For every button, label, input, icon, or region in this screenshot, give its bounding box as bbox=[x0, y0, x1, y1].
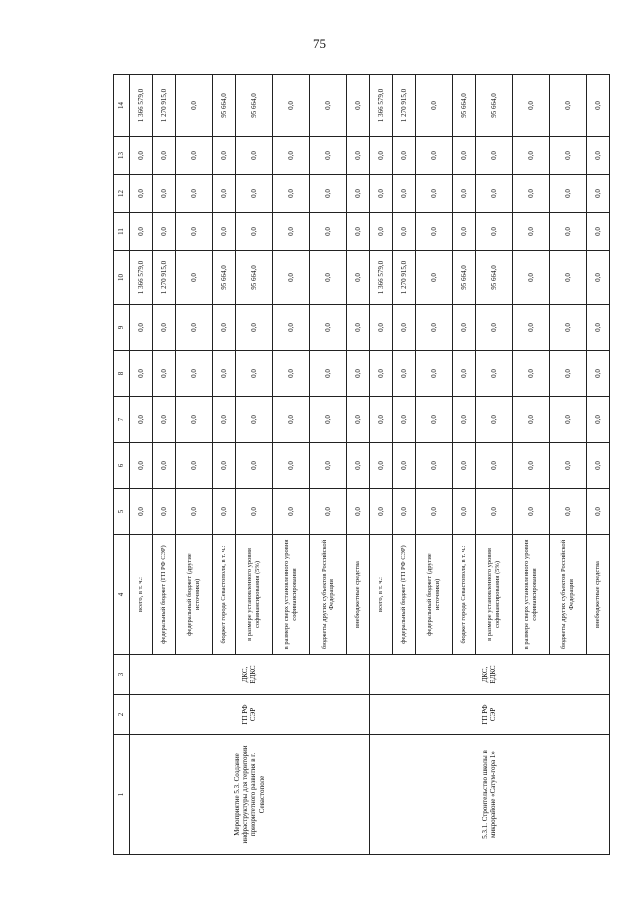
column-header: 1 bbox=[114, 735, 130, 855]
value-cell: 95 664,0 bbox=[475, 75, 512, 137]
value-cell: 0,0 bbox=[309, 175, 346, 213]
value-cell: 0,0 bbox=[272, 489, 309, 535]
value-cell: 0,0 bbox=[452, 137, 475, 175]
value-cell: 0,0 bbox=[549, 251, 586, 305]
event-name: 5.3.1. Строительство школы в микрорайоне «Сатум-гора 1» bbox=[369, 735, 609, 855]
value-cell: 0,0 bbox=[309, 75, 346, 137]
value-cell: 0,0 bbox=[475, 351, 512, 397]
column-header: 9 bbox=[114, 305, 130, 351]
value-cell: 95 664,0 bbox=[452, 75, 475, 137]
value-cell: 0,0 bbox=[392, 305, 415, 351]
column-header: 10 bbox=[114, 251, 130, 305]
value-cell: 95 664,0 bbox=[235, 75, 272, 137]
value-cell: 0,0 bbox=[452, 489, 475, 535]
value-cell: 0,0 bbox=[175, 137, 212, 175]
funding-source: бюджеты других субъектов Российской Федерации bbox=[549, 535, 586, 655]
value-cell: 0,0 bbox=[175, 397, 212, 443]
value-cell: 0,0 bbox=[587, 75, 610, 137]
value-cell: 0,0 bbox=[212, 489, 235, 535]
value-cell: 95 664,0 bbox=[212, 75, 235, 137]
value-cell: 0,0 bbox=[452, 175, 475, 213]
value-cell: 0,0 bbox=[512, 397, 549, 443]
value-cell: 0,0 bbox=[130, 305, 153, 351]
funding-source: внебюджетные средства bbox=[347, 535, 370, 655]
value-cell: 0,0 bbox=[272, 351, 309, 397]
value-cell: 0,0 bbox=[347, 175, 370, 213]
funding-source: в размере установленного уровня софинансирования (5%) bbox=[475, 535, 512, 655]
value-cell: 1 366 579,0 bbox=[130, 75, 153, 137]
value-cell: 0,0 bbox=[212, 397, 235, 443]
value-cell: 0,0 bbox=[235, 175, 272, 213]
value-cell: 0,0 bbox=[549, 489, 586, 535]
value-cell: 0,0 bbox=[347, 397, 370, 443]
value-cell: 0,0 bbox=[130, 137, 153, 175]
value-cell: 0,0 bbox=[152, 305, 175, 351]
table-body bbox=[130, 75, 610, 855]
value-cell: 0,0 bbox=[587, 351, 610, 397]
value-cell: 0,0 bbox=[309, 443, 346, 489]
value-cell: 0,0 bbox=[415, 75, 452, 137]
value-cell: 0,0 bbox=[175, 213, 212, 251]
value-cell: 0,0 bbox=[512, 251, 549, 305]
value-cell: 0,0 bbox=[175, 175, 212, 213]
value-cell: 0,0 bbox=[392, 175, 415, 213]
value-cell: 0,0 bbox=[475, 175, 512, 213]
value-cell: 0,0 bbox=[512, 489, 549, 535]
value-cell: 0,0 bbox=[369, 137, 392, 175]
value-cell: 0,0 bbox=[175, 443, 212, 489]
value-cell: 0,0 bbox=[152, 213, 175, 251]
value-cell: 0,0 bbox=[392, 443, 415, 489]
value-cell: 1 270 915,0 bbox=[152, 251, 175, 305]
value-cell: 0,0 bbox=[512, 443, 549, 489]
value-cell: 0,0 bbox=[415, 137, 452, 175]
value-cell: 0,0 bbox=[369, 351, 392, 397]
value-cell: 0,0 bbox=[415, 175, 452, 213]
value-cell: 0,0 bbox=[347, 351, 370, 397]
value-cell: 0,0 bbox=[549, 75, 586, 137]
column-header: 5 bbox=[114, 489, 130, 535]
value-cell: 0,0 bbox=[512, 75, 549, 137]
value-cell: 0,0 bbox=[392, 213, 415, 251]
value-cell: 1 366 579,0 bbox=[369, 75, 392, 137]
value-cell: 0,0 bbox=[369, 213, 392, 251]
value-cell: 0,0 bbox=[587, 397, 610, 443]
responsible-executor: ДКС, ЕДКС bbox=[369, 655, 609, 695]
value-cell: 95 664,0 bbox=[235, 251, 272, 305]
funding-source: внебюджетные средства bbox=[587, 535, 610, 655]
value-cell: 0,0 bbox=[309, 397, 346, 443]
value-cell: 0,0 bbox=[415, 397, 452, 443]
value-cell: 1 270 915,0 bbox=[392, 75, 415, 137]
value-cell: 1 366 579,0 bbox=[369, 251, 392, 305]
value-cell: 0,0 bbox=[392, 137, 415, 175]
value-cell: 0,0 bbox=[347, 213, 370, 251]
value-cell: 0,0 bbox=[549, 137, 586, 175]
table-row bbox=[369, 75, 392, 855]
value-cell: 0,0 bbox=[369, 397, 392, 443]
rotated-table-wrapper bbox=[113, 75, 610, 855]
financing-table bbox=[113, 74, 610, 855]
value-cell: 0,0 bbox=[587, 175, 610, 213]
value-cell: 0,0 bbox=[475, 305, 512, 351]
column-header: 3 bbox=[114, 655, 130, 695]
program-code: ГП РФ СЭР bbox=[369, 695, 609, 735]
value-cell: 1 270 915,0 bbox=[392, 251, 415, 305]
funding-source: федеральный бюджет (ГП РФ СЭР) bbox=[392, 535, 415, 655]
value-cell: 0,0 bbox=[415, 489, 452, 535]
value-cell: 0,0 bbox=[175, 251, 212, 305]
value-cell: 0,0 bbox=[130, 397, 153, 443]
column-header: 6 bbox=[114, 443, 130, 489]
funding-source: в размере установленного уровня софинансирования (5%) bbox=[235, 535, 272, 655]
header-row bbox=[114, 75, 130, 855]
value-cell: 0,0 bbox=[175, 489, 212, 535]
value-cell: 0,0 bbox=[415, 351, 452, 397]
value-cell: 0,0 bbox=[452, 305, 475, 351]
value-cell: 0,0 bbox=[347, 443, 370, 489]
value-cell: 0,0 bbox=[475, 137, 512, 175]
table-row bbox=[130, 75, 153, 855]
event-name: Мероприятие 5.3. Создание инфраструктуры для территории приоритетного развития в г. Севастополе bbox=[130, 735, 370, 855]
value-cell: 0,0 bbox=[130, 351, 153, 397]
value-cell: 0,0 bbox=[212, 305, 235, 351]
funding-source: бюджет города Севастополя, в т. ч.: bbox=[452, 535, 475, 655]
value-cell: 0,0 bbox=[235, 397, 272, 443]
value-cell: 0,0 bbox=[549, 443, 586, 489]
value-cell: 0,0 bbox=[415, 213, 452, 251]
value-cell: 0,0 bbox=[369, 489, 392, 535]
value-cell: 0,0 bbox=[235, 351, 272, 397]
value-cell: 0,0 bbox=[212, 175, 235, 213]
value-cell: 0,0 bbox=[392, 397, 415, 443]
funding-source: бюджеты других субъектов Российской Федерации bbox=[309, 535, 346, 655]
value-cell: 0,0 bbox=[272, 443, 309, 489]
value-cell: 0,0 bbox=[235, 305, 272, 351]
value-cell: 0,0 bbox=[272, 213, 309, 251]
value-cell: 1 366 579,0 bbox=[130, 251, 153, 305]
column-header: 7 bbox=[114, 397, 130, 443]
value-cell: 0,0 bbox=[549, 397, 586, 443]
column-header: 12 bbox=[114, 175, 130, 213]
value-cell: 0,0 bbox=[587, 489, 610, 535]
value-cell: 0,0 bbox=[347, 305, 370, 351]
value-cell: 0,0 bbox=[130, 489, 153, 535]
funding-source: в размере сверх установленного уровня софинансирования bbox=[272, 535, 309, 655]
value-cell: 0,0 bbox=[272, 137, 309, 175]
value-cell: 0,0 bbox=[272, 251, 309, 305]
value-cell: 0,0 bbox=[475, 443, 512, 489]
funding-source: федеральный бюджет (другие источники) bbox=[175, 535, 212, 655]
value-cell: 0,0 bbox=[175, 75, 212, 137]
value-cell: 0,0 bbox=[309, 305, 346, 351]
value-cell: 0,0 bbox=[175, 305, 212, 351]
value-cell: 0,0 bbox=[130, 175, 153, 213]
value-cell: 95 664,0 bbox=[452, 251, 475, 305]
funding-source: всего, в т. ч.: bbox=[130, 535, 153, 655]
value-cell: 0,0 bbox=[235, 443, 272, 489]
value-cell: 0,0 bbox=[587, 443, 610, 489]
value-cell: 1 270 915,0 bbox=[152, 75, 175, 137]
column-header: 13 bbox=[114, 137, 130, 175]
value-cell: 0,0 bbox=[309, 351, 346, 397]
value-cell: 0,0 bbox=[415, 443, 452, 489]
value-cell: 95 664,0 bbox=[212, 251, 235, 305]
value-cell: 0,0 bbox=[415, 305, 452, 351]
value-cell: 0,0 bbox=[272, 175, 309, 213]
funding-source: бюджет города Севастополя, в т. ч.: bbox=[212, 535, 235, 655]
value-cell: 0,0 bbox=[152, 443, 175, 489]
value-cell: 0,0 bbox=[415, 251, 452, 305]
value-cell: 0,0 bbox=[369, 175, 392, 213]
value-cell: 0,0 bbox=[549, 305, 586, 351]
value-cell: 95 664,0 bbox=[475, 251, 512, 305]
value-cell: 0,0 bbox=[175, 351, 212, 397]
value-cell: 0,0 bbox=[309, 489, 346, 535]
value-cell: 0,0 bbox=[452, 213, 475, 251]
value-cell: 0,0 bbox=[512, 351, 549, 397]
value-cell: 0,0 bbox=[212, 137, 235, 175]
value-cell: 0,0 bbox=[347, 489, 370, 535]
value-cell: 0,0 bbox=[392, 489, 415, 535]
value-cell: 0,0 bbox=[309, 213, 346, 251]
value-cell: 0,0 bbox=[235, 137, 272, 175]
value-cell: 0,0 bbox=[152, 351, 175, 397]
value-cell: 0,0 bbox=[452, 443, 475, 489]
value-cell: 0,0 bbox=[475, 213, 512, 251]
value-cell: 0,0 bbox=[309, 251, 346, 305]
value-cell: 0,0 bbox=[452, 351, 475, 397]
value-cell: 0,0 bbox=[212, 213, 235, 251]
value-cell: 0,0 bbox=[152, 175, 175, 213]
value-cell: 0,0 bbox=[512, 213, 549, 251]
value-cell: 0,0 bbox=[212, 443, 235, 489]
column-header: 14 bbox=[114, 75, 130, 137]
column-header: 2 bbox=[114, 695, 130, 735]
value-cell: 0,0 bbox=[549, 175, 586, 213]
value-cell: 0,0 bbox=[475, 489, 512, 535]
column-header: 4 bbox=[114, 535, 130, 655]
value-cell: 0,0 bbox=[369, 443, 392, 489]
value-cell: 0,0 bbox=[512, 305, 549, 351]
column-header: 8 bbox=[114, 351, 130, 397]
funding-source: федеральный бюджет (ГП РФ СЭР) bbox=[152, 535, 175, 655]
value-cell: 0,0 bbox=[549, 351, 586, 397]
value-cell: 0,0 bbox=[130, 213, 153, 251]
value-cell: 0,0 bbox=[235, 213, 272, 251]
value-cell: 0,0 bbox=[152, 397, 175, 443]
value-cell: 0,0 bbox=[309, 137, 346, 175]
column-header: 11 bbox=[114, 213, 130, 251]
value-cell: 0,0 bbox=[587, 213, 610, 251]
program-code: ГП РФ СЭР bbox=[130, 695, 370, 735]
value-cell: 0,0 bbox=[512, 137, 549, 175]
responsible-executor: ДКС, ЕДКС bbox=[130, 655, 370, 695]
value-cell: 0,0 bbox=[587, 137, 610, 175]
value-cell: 0,0 bbox=[347, 137, 370, 175]
funding-source: всего, в т. ч.: bbox=[369, 535, 392, 655]
value-cell: 0,0 bbox=[369, 305, 392, 351]
funding-source: федеральный бюджет (другие источники) bbox=[415, 535, 452, 655]
value-cell: 0,0 bbox=[475, 397, 512, 443]
value-cell: 0,0 bbox=[392, 351, 415, 397]
value-cell: 0,0 bbox=[347, 75, 370, 137]
value-cell: 0,0 bbox=[130, 443, 153, 489]
value-cell: 0,0 bbox=[587, 251, 610, 305]
value-cell: 0,0 bbox=[347, 251, 370, 305]
value-cell: 0,0 bbox=[549, 213, 586, 251]
value-cell: 0,0 bbox=[452, 397, 475, 443]
value-cell: 0,0 bbox=[152, 137, 175, 175]
value-cell: 0,0 bbox=[272, 75, 309, 137]
value-cell: 0,0 bbox=[587, 305, 610, 351]
value-cell: 0,0 bbox=[272, 305, 309, 351]
value-cell: 0,0 bbox=[235, 489, 272, 535]
value-cell: 0,0 bbox=[512, 175, 549, 213]
value-cell: 0,0 bbox=[152, 489, 175, 535]
page-number: 75 bbox=[313, 36, 326, 51]
funding-source: в размере сверх установленного уровня софинансирования bbox=[512, 535, 549, 655]
value-cell: 0,0 bbox=[272, 397, 309, 443]
value-cell: 0,0 bbox=[212, 351, 235, 397]
